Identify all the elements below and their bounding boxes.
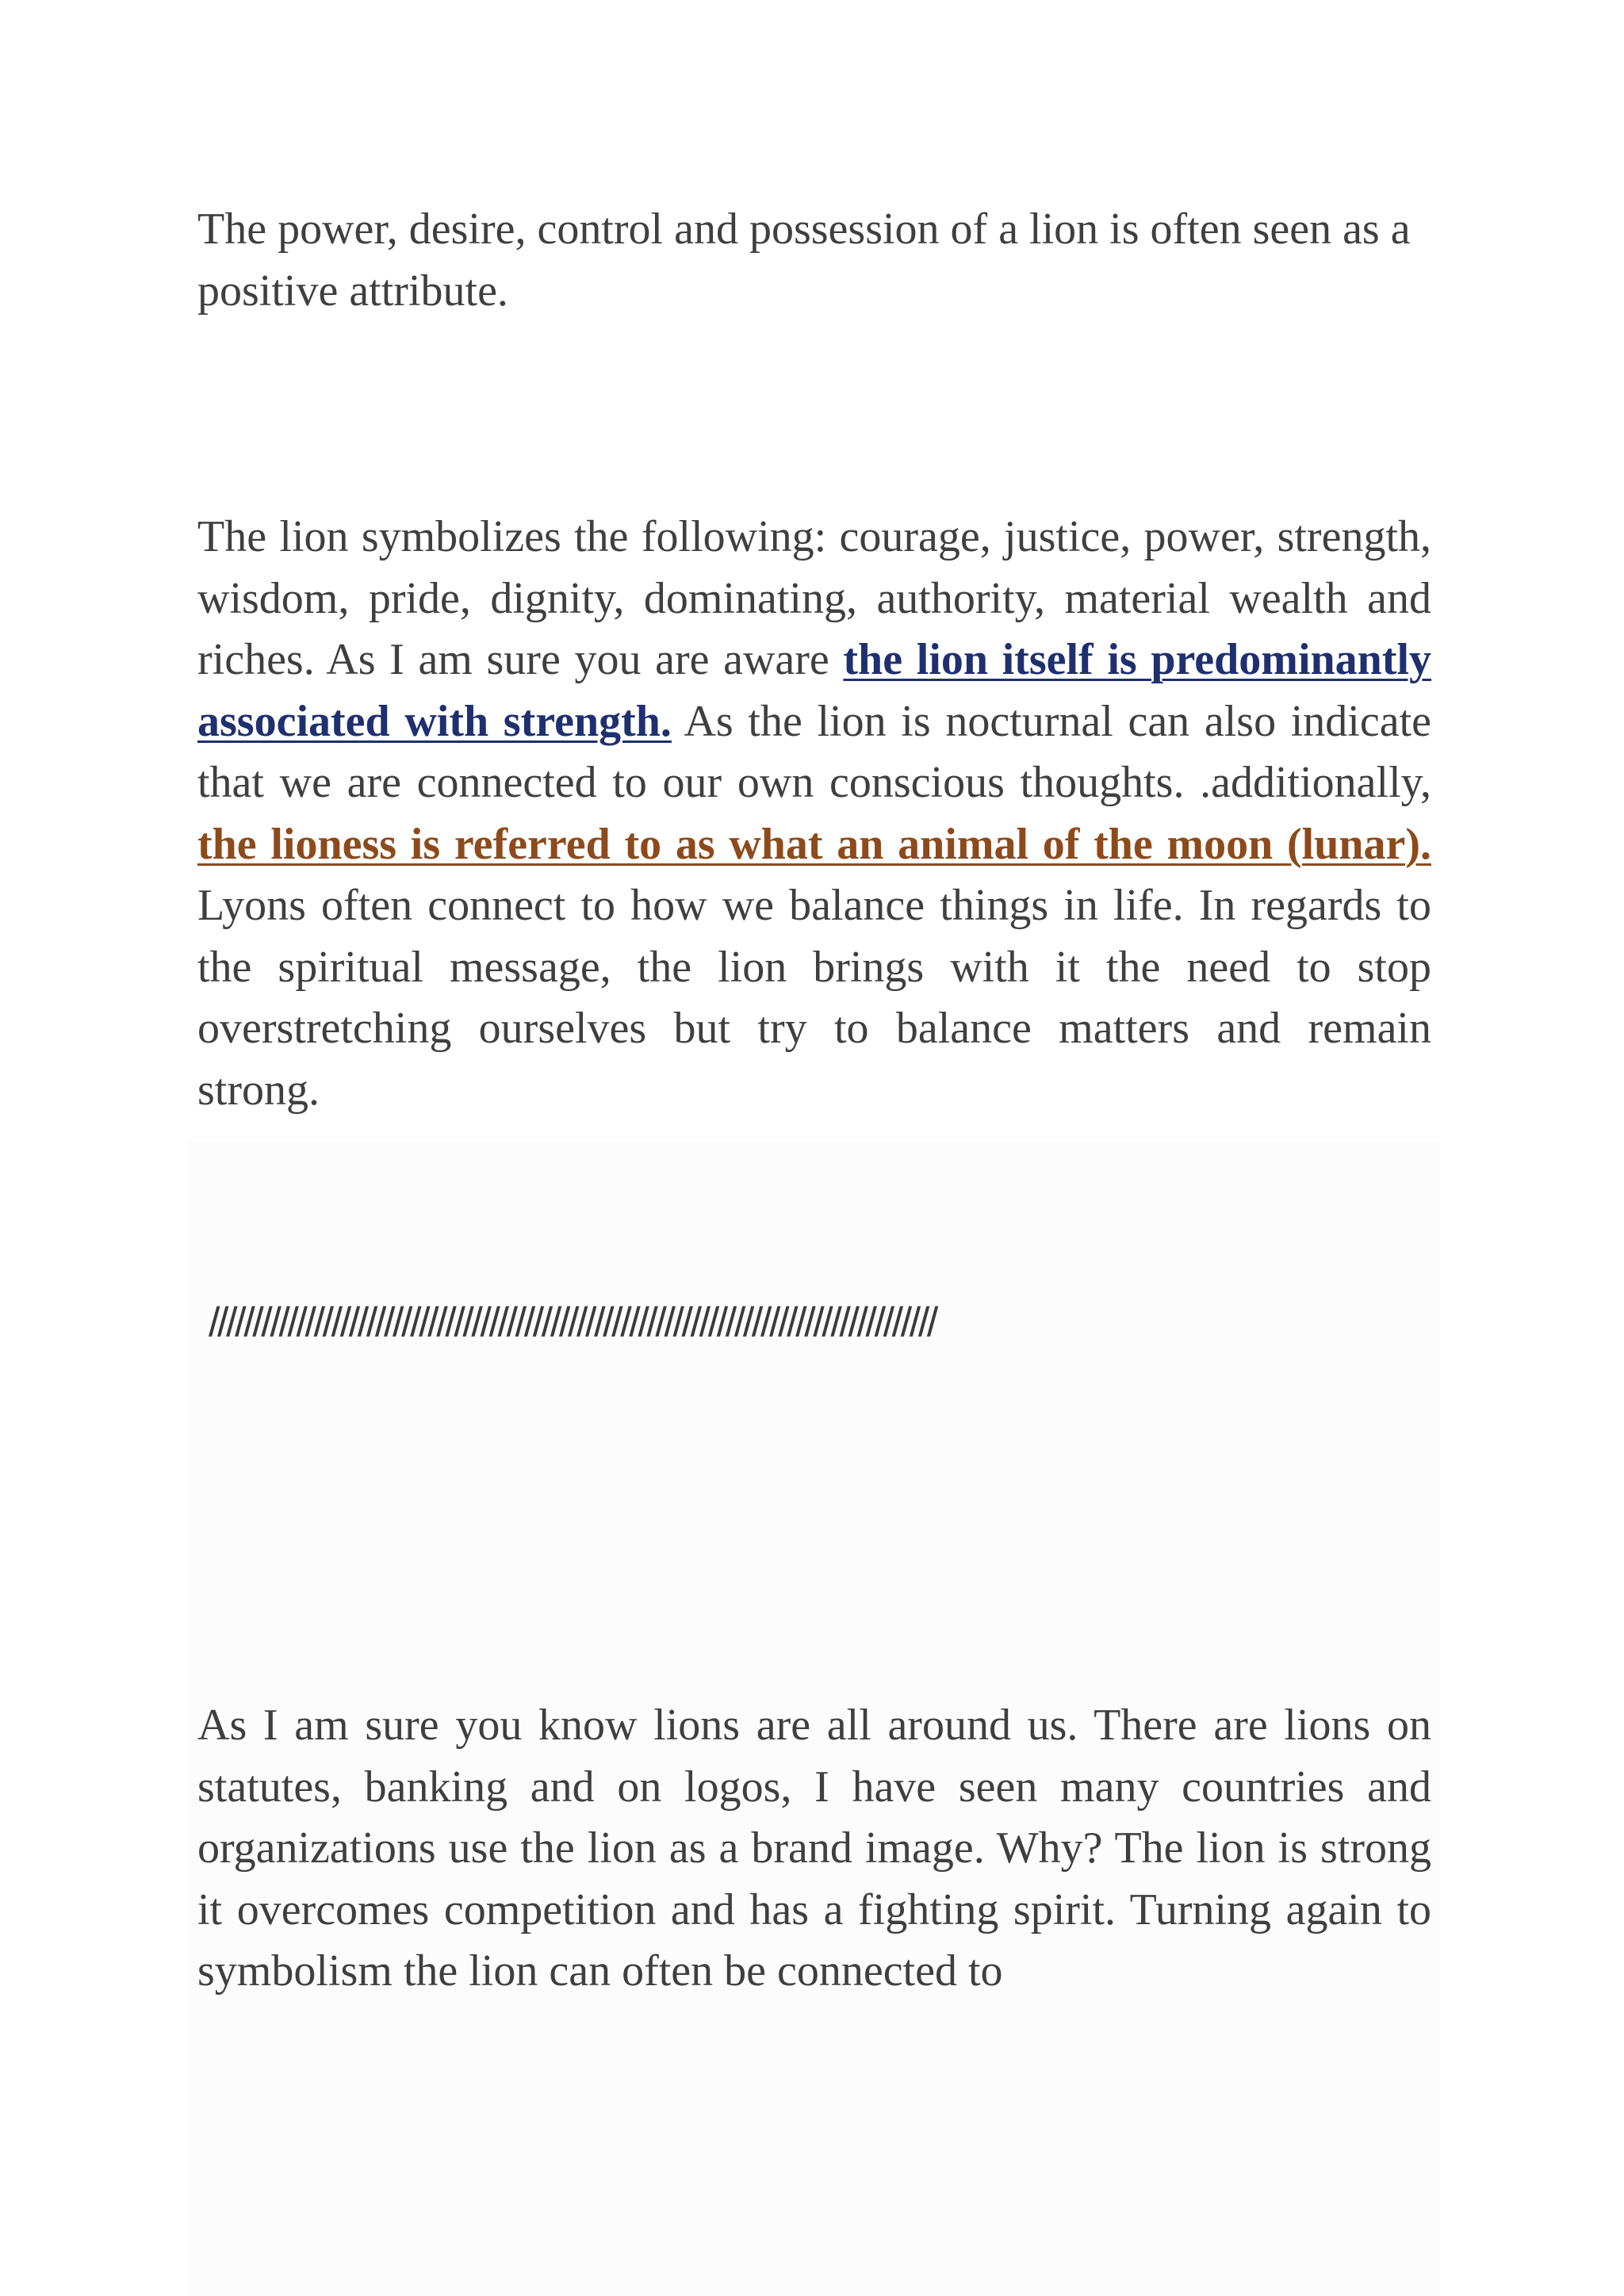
paragraph-lion-attribute [197, 199, 1431, 322]
highlight-lioness-moon: the lioness is referred to as what an animal of the moon (lunar). [197, 819, 1431, 869]
paragraph-text: As I am sure you know lions are all around us. There are lions on statutes, banking and on logos, I have seen many countries and organizations use the lion as a brand image. Why? The lion is strong it overcomes competition and has a fighting spirit. Turning again to symbolism the lion can often be connected to [197, 1701, 1431, 1996]
paragraph-text: The power, desire, control and possession of a lion is often seen as a positive attribute. [197, 205, 1411, 316]
paragraph-lions-around-us [197, 1695, 1431, 2003]
highlight-strength: the lion itself is predominantly associated with strength. [197, 635, 1432, 746]
paragraph-text-intro: The lion symbolizes the following: courage, justice, power, strength, wisdom, pride, dignity, dominating, authority, material wealth and riches. As I am sure you are aware [197, 512, 1431, 684]
slash-separator: /////////////////////////////////////////////////////////////////////////////////// [209, 1299, 936, 1345]
paragraph-lion-symbolism [197, 507, 1431, 1121]
paragraph-text-ending: Lyons often connect to how we balance things in life. In regards to the spiritual message, the lion brings with it the need to stop overstretching ourselves but try to balance matters and remain strong. [197, 881, 1431, 1115]
paragraph-text-middle: As the lion is nocturnal can also indicate that we are connected to our own conscious thoughts. .additionally, [197, 696, 1431, 807]
